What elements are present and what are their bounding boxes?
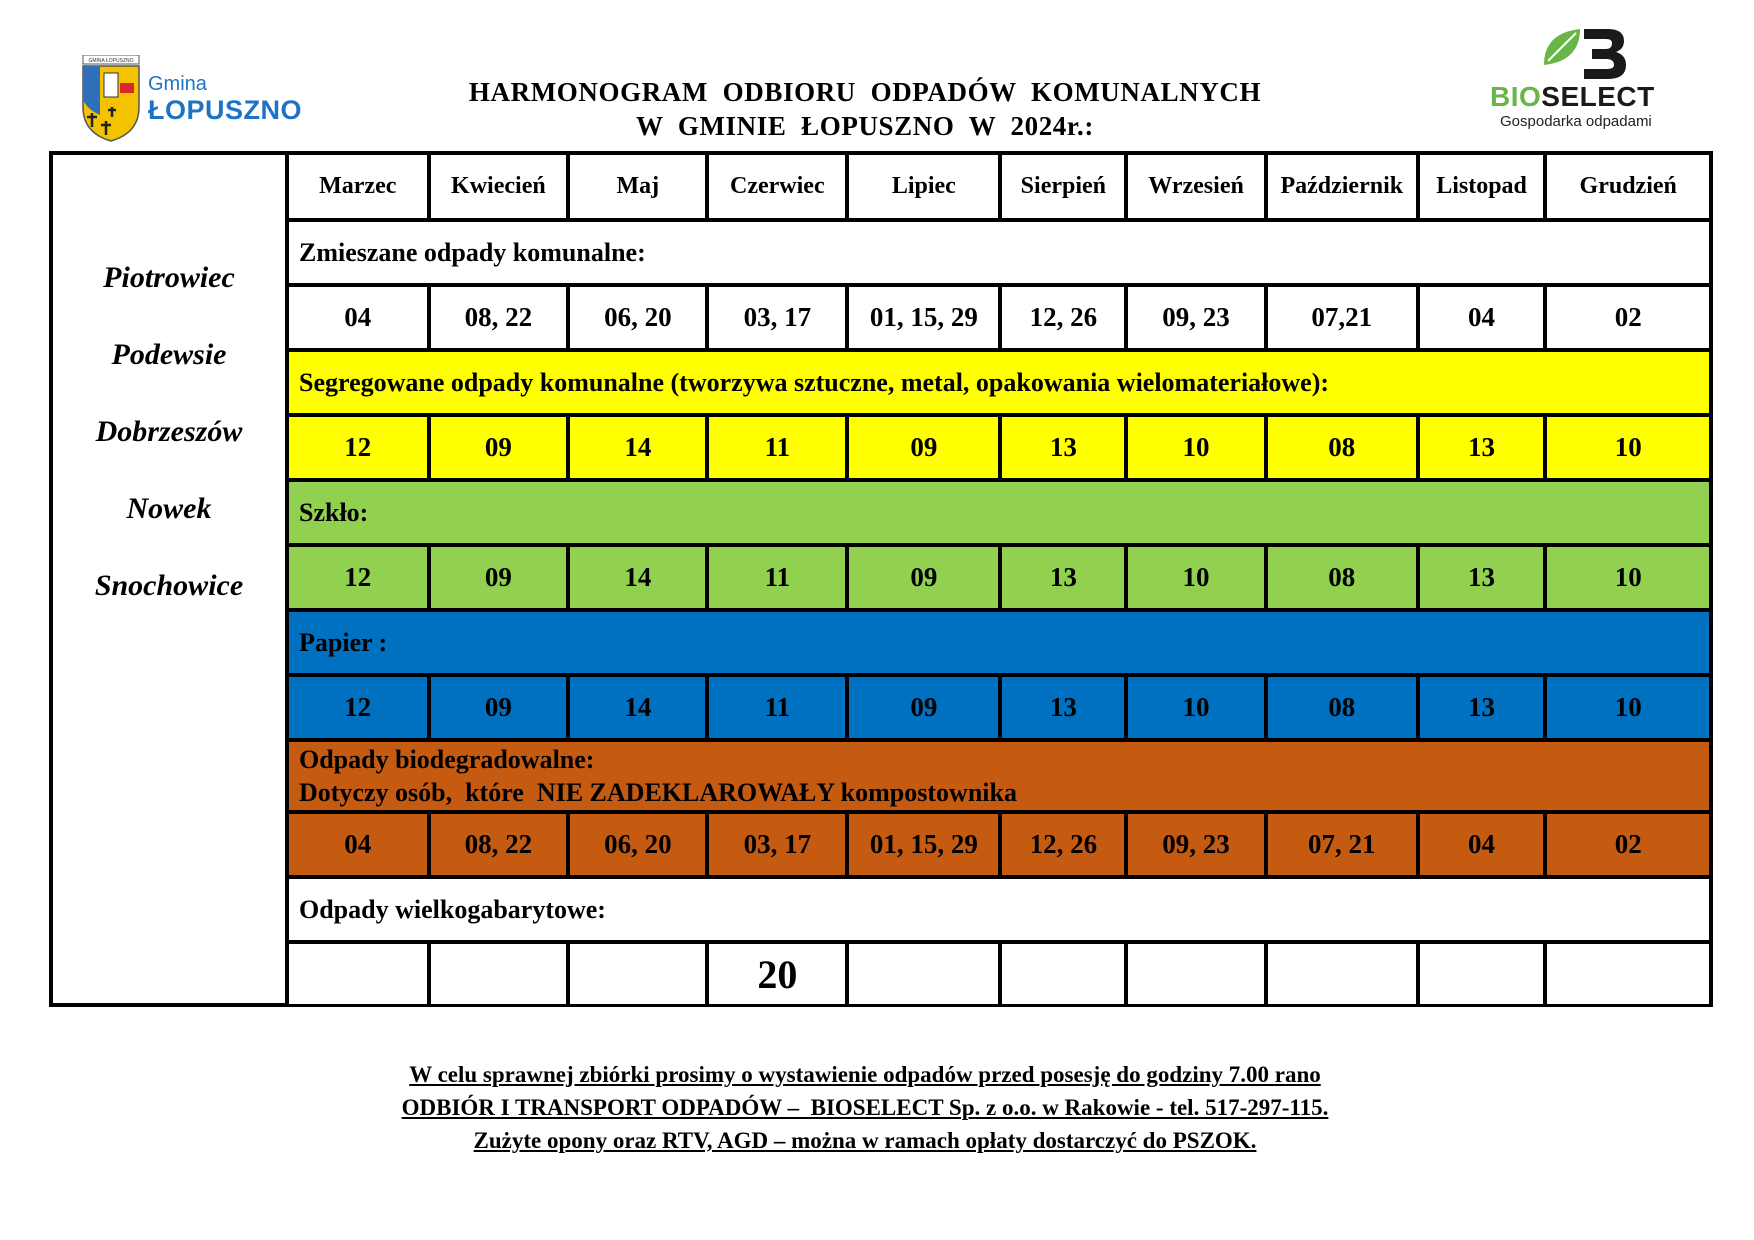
date-cell: 10 [1126, 415, 1266, 480]
month-header: Czerwiec [707, 155, 847, 220]
month-header: Sierpień [1000, 155, 1126, 220]
category-label-line-1: Odpady biodegradowalne: [299, 745, 595, 774]
date-cell: 04 [289, 285, 429, 350]
date-cell: 06, 20 [568, 285, 707, 350]
date-cell: 09, 23 [1126, 812, 1266, 877]
month-header: Lipiec [847, 155, 1000, 220]
date-cell: 08 [1266, 415, 1418, 480]
logo-brand-part2: SELECT [1541, 81, 1655, 112]
date-cell [1000, 942, 1126, 1004]
category-label: Papier : [289, 610, 1709, 675]
village-name: Piotrowiec [103, 261, 235, 294]
date-cell [1126, 942, 1266, 1004]
category-label-row [289, 480, 1709, 545]
category-dates-row [289, 285, 1709, 350]
category-dates-row [289, 812, 1709, 877]
footer-notes [300, 1058, 1430, 1157]
date-cell: 08, 22 [429, 285, 569, 350]
category-label-row [289, 610, 1709, 675]
category-dates-row [289, 415, 1709, 480]
village-name: Dobrzeszów [95, 415, 243, 448]
date-cell: 10 [1545, 545, 1709, 610]
title-line-1: HARMONOGRAM ODBIORU ODPADÓW KOMUNALNYCH [468, 77, 1262, 107]
footer-line-1: W celu sprawnej zbiórki prosimy o wystawienie odpadów przed posesję do godziny 7.00 rano [409, 1062, 1321, 1087]
month-header: Grudzień [1545, 155, 1709, 220]
date-cell: 09 [429, 675, 569, 740]
month-header: Maj [568, 155, 707, 220]
date-cell: 08 [1266, 545, 1418, 610]
footer-line-2: ODBIÓR I TRANSPORT ODPADÓW – BIOSELECT Sp. z o.o. w Rakowie - tel. 517-297-115. [401, 1095, 1329, 1120]
date-cell: 09 [847, 415, 1000, 480]
date-cell [1418, 942, 1546, 1004]
crest-text: GMINA ŁOPUSZNO [88, 58, 134, 64]
category-label [289, 740, 1709, 812]
date-cell [568, 942, 707, 1004]
date-cell: 14 [568, 415, 707, 480]
date-cell: 20 [707, 942, 847, 1004]
date-cell: 11 [707, 675, 847, 740]
month-header: Kwiecień [429, 155, 569, 220]
date-cell: 03, 17 [707, 812, 847, 877]
coat-of-arms-icon [80, 55, 142, 143]
date-cell: 02 [1545, 812, 1709, 877]
category-dates-row [289, 942, 1709, 1004]
months-row [289, 155, 1709, 220]
date-cell: 12, 26 [1000, 812, 1126, 877]
date-cell: 09 [847, 545, 1000, 610]
date-cell: 07, 21 [1266, 812, 1418, 877]
date-cell: 10 [1545, 675, 1709, 740]
date-cell: 03, 17 [707, 285, 847, 350]
date-cell: 14 [568, 545, 707, 610]
category-dates-row [289, 545, 1709, 610]
category-dates-row [289, 675, 1709, 740]
logo-lopuszno-text: ŁOPUSZNO [148, 95, 303, 125]
category-label: Szkło: [289, 480, 1709, 545]
date-cell: 02 [1545, 285, 1709, 350]
date-cell: 10 [1126, 675, 1266, 740]
date-cell: 12 [289, 545, 429, 610]
category-label-line-2: Dotyczy osób, które NIE ZADEKLAROWAŁY kompostownika [299, 778, 1017, 807]
date-cell: 14 [568, 675, 707, 740]
date-cell: 13 [1418, 675, 1546, 740]
date-cell: 10 [1126, 545, 1266, 610]
date-cell: 09 [429, 545, 569, 610]
date-cell: 11 [707, 545, 847, 610]
category-label-row [289, 220, 1709, 285]
logo-gmina-text: Gmina [148, 73, 207, 95]
date-cell: 12, 26 [1000, 285, 1126, 350]
title-line-2: W GMINIE ŁOPUSZNO W 2024r.: [636, 111, 1094, 141]
date-cell: 12 [289, 675, 429, 740]
footer-line-3: Zużyte opony oraz RTV, AGD – można w ramach opłaty dostarczyć do PSZOK. [473, 1128, 1257, 1153]
date-cell [847, 942, 1000, 1004]
date-cell: 11 [707, 415, 847, 480]
villages-column [53, 155, 289, 1003]
date-cell: 13 [1418, 545, 1546, 610]
date-cell: 09 [847, 675, 1000, 740]
date-cell: 01, 15, 29 [847, 285, 1000, 350]
date-cell: 13 [1418, 415, 1546, 480]
date-cell: 04 [1418, 285, 1546, 350]
village-name: Nowek [126, 492, 212, 525]
month-header: Wrzesień [1126, 155, 1266, 220]
date-cell: 13 [1000, 545, 1126, 610]
schedule-grid [289, 155, 1709, 1004]
date-cell [1545, 942, 1709, 1004]
logo-brand [1490, 81, 1655, 113]
date-cell: 09 [429, 415, 569, 480]
date-cell: 12 [289, 415, 429, 480]
gmina-lopuszno-logo [80, 55, 310, 145]
village-name: Snochowice [94, 569, 244, 602]
logo-subtitle: Gospodarka odpadami [1500, 113, 1652, 130]
date-cell: 10 [1545, 415, 1709, 480]
bioselect-logo [1490, 25, 1690, 130]
village-name: Podewsie [111, 338, 227, 371]
date-cell [1266, 942, 1418, 1004]
schedule-table [49, 151, 1713, 1007]
date-cell: 13 [1000, 675, 1126, 740]
date-cell: 04 [289, 812, 429, 877]
date-cell: 06, 20 [568, 812, 707, 877]
category-label-row [289, 877, 1709, 942]
date-cell: 07,21 [1266, 285, 1418, 350]
date-cell: 13 [1000, 415, 1126, 480]
date-cell: 08 [1266, 675, 1418, 740]
category-label: Odpady wielkogabarytowe: [289, 877, 1709, 942]
date-cell [289, 942, 429, 1004]
date-cell: 08, 22 [429, 812, 569, 877]
logo-brand-part1: BIO [1490, 81, 1542, 112]
date-cell [429, 942, 569, 1004]
month-header: Marzec [289, 155, 429, 220]
month-header: Listopad [1418, 155, 1546, 220]
date-cell: 01, 15, 29 [847, 812, 1000, 877]
date-cell: 04 [1418, 812, 1546, 877]
category-label-row [289, 350, 1709, 415]
leaf-b-icon [1540, 25, 1630, 81]
date-cell: 09, 23 [1126, 285, 1266, 350]
category-label: Segregowane odpady komunalne (tworzywa sztuczne, metal, opakowania wielomateriałowe): [289, 350, 1709, 415]
category-label-row [289, 740, 1709, 812]
month-header: Październik [1266, 155, 1418, 220]
category-label: Zmieszane odpady komunalne: [289, 220, 1709, 285]
page-title [300, 75, 1430, 143]
